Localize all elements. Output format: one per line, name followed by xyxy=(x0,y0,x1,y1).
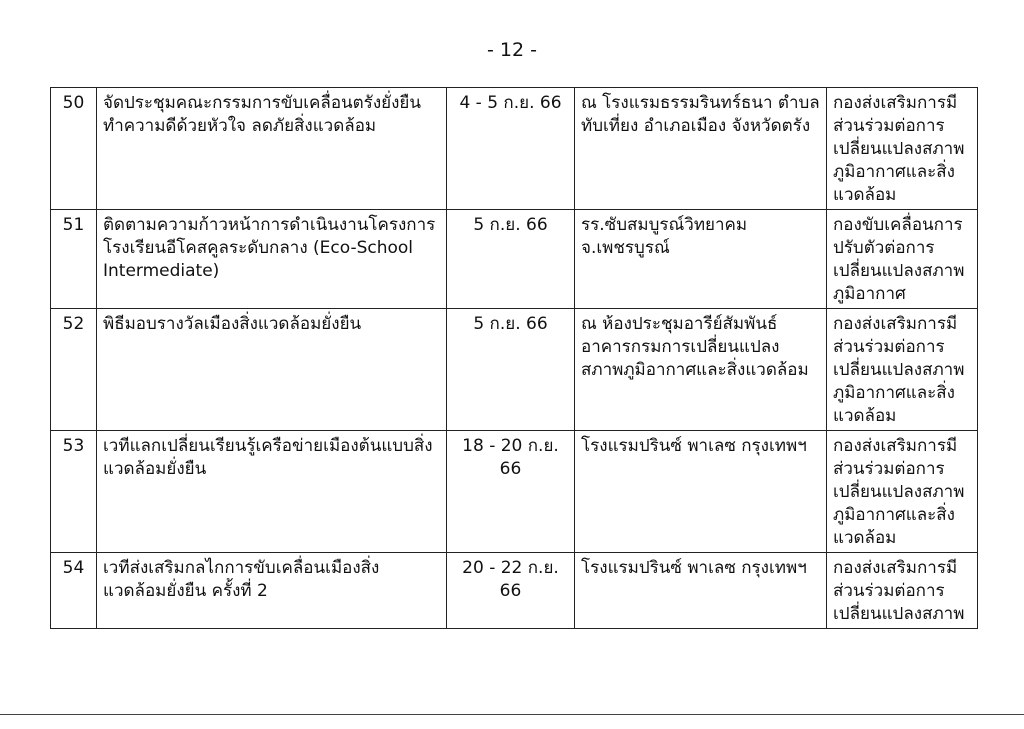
agency-cell: กองขับเคลื่อนการปรับตัวต่อการเปลี่ยนแปลงสภาพภูมิอากาศ xyxy=(827,210,978,309)
activity-table xyxy=(50,87,978,629)
agency-cell: กองส่งเสริมการมีส่วนร่วมต่อการเปลี่ยนแปลงสภาพภูมิอากาศและสิ่งแวดล้อม xyxy=(827,88,978,210)
agency-cell: กองส่งเสริมการมีส่วนร่วมต่อการเปลี่ยนแปลงสภาพภูมิอากาศและสิ่งแวดล้อม xyxy=(827,431,978,553)
place-cell: โรงแรมปรินซ์ พาเลซ กรุงเทพฯ xyxy=(575,431,827,553)
date-cell: 4 - 5 ก.ย. 66 xyxy=(447,88,575,210)
row-number: 54 xyxy=(51,553,97,629)
activity-cell: ติดตามความก้าวหน้าการดำเนินงานโครงการโรงเรียนอีโคสคูลระดับกลาง (Eco-School Intermediate) xyxy=(97,210,447,309)
row-number: 52 xyxy=(51,309,97,431)
row-number: 51 xyxy=(51,210,97,309)
table-row xyxy=(51,431,978,553)
place-cell: รร.ซับสมบูรณ์วิทยาคม จ.เพชรบูรณ์ xyxy=(575,210,827,309)
table-row xyxy=(51,88,978,210)
date-cell: 20 - 22 ก.ย. 66 xyxy=(447,553,575,629)
table-row xyxy=(51,210,978,309)
activity-cell: เวทีส่งเสริมกลไกการขับเคลื่อนเมืองสิ่งแวดล้อมยั่งยืน ครั้งที่ 2 xyxy=(97,553,447,629)
activity-cell: จัดประชุมคณะกรรมการขับเคลื่อนตรังยั่งยืน ทำความดีด้วยหัวใจ ลดภัยสิ่งแวดล้อม xyxy=(97,88,447,210)
date-cell: 5 ก.ย. 66 xyxy=(447,210,575,309)
table-row xyxy=(51,553,978,629)
place-cell: โรงแรมปรินซ์ พาเลซ กรุงเทพฯ xyxy=(575,553,827,629)
table-row xyxy=(51,309,978,431)
place-cell: ณ โรงแรมธรรมรินทร์ธนา ตำบลทับเที่ยง อำเภอเมือง จังหวัดตรัง xyxy=(575,88,827,210)
agency-cell: กองส่งเสริมการมีส่วนร่วมต่อการเปลี่ยนแปลงสภาพ xyxy=(827,553,978,629)
row-number: 53 xyxy=(51,431,97,553)
activity-cell: เวทีแลกเปลี่ยนเรียนรู้เครือข่ายเมืองต้นแบบสิ่งแวดล้อมยั่งยืน xyxy=(97,431,447,553)
date-cell: 18 - 20 ก.ย. 66 xyxy=(447,431,575,553)
agency-cell: กองส่งเสริมการมีส่วนร่วมต่อการเปลี่ยนแปลงสภาพภูมิอากาศและสิ่งแวดล้อม xyxy=(827,309,978,431)
date-cell: 5 ก.ย. 66 xyxy=(447,309,575,431)
place-cell: ณ ห้องประชุมอารีย์สัมพันธ์ อาคารกรมการเปลี่ยนแปลงสภาพภูมิอากาศและสิ่งแวดล้อม xyxy=(575,309,827,431)
page-bottom-divider xyxy=(0,714,1024,715)
page-number: - 12 - xyxy=(487,39,537,61)
row-number: 50 xyxy=(51,88,97,210)
activity-cell: พิธีมอบรางวัลเมืองสิ่งแวดล้อมยั่งยืน xyxy=(97,309,447,431)
